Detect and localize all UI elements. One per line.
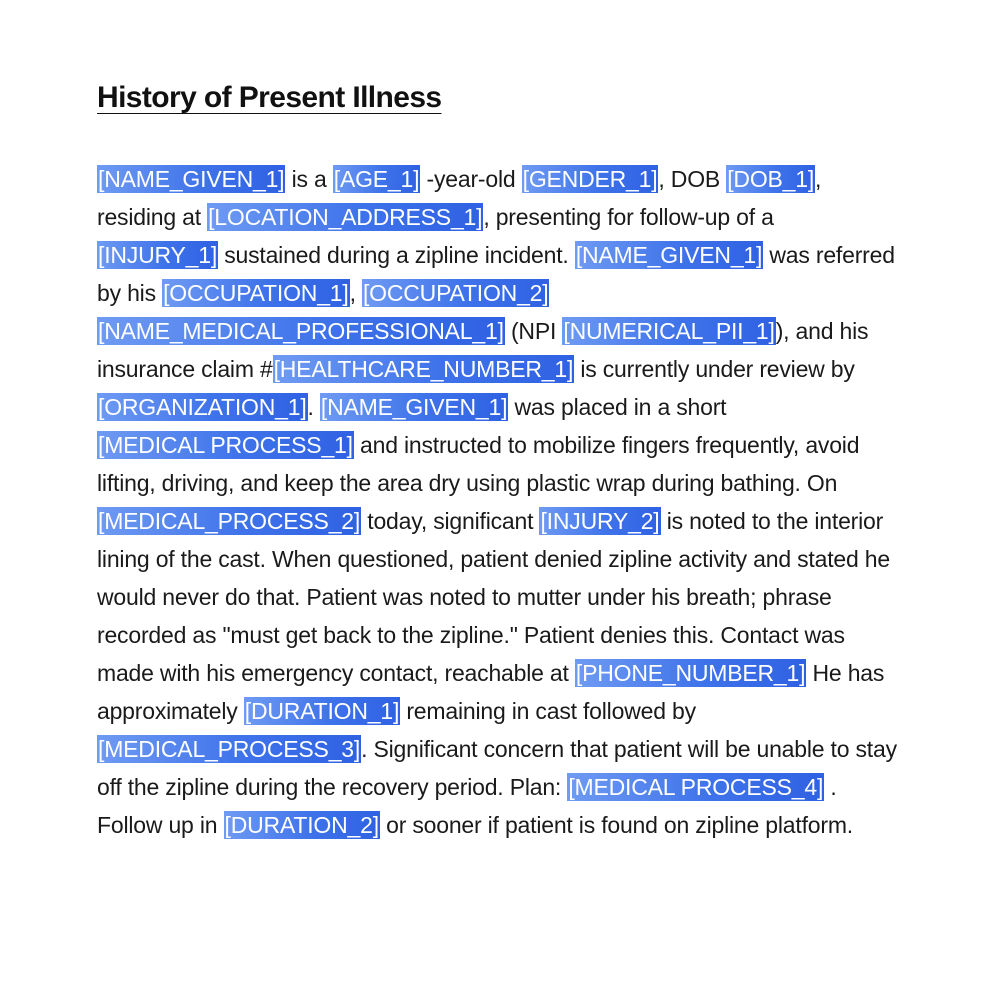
- redaction-tag: [MEDICAL_PROCESS_3]: [98, 736, 361, 762]
- redaction-tag: [OCCUPATION_1]: [163, 280, 349, 306]
- redaction-tag: [NUMERICAL_PII_1]: [563, 318, 775, 344]
- paragraph-text: , DOB: [658, 166, 727, 192]
- redaction-tag: [DURATION_2]: [224, 812, 379, 838]
- redaction-tag: [OCCUPATION_2]: [362, 280, 549, 306]
- paragraph-text: He has approximately: [97, 660, 885, 724]
- redaction-tag: [NAME_GIVEN_1]: [98, 166, 285, 192]
- redaction-tag: [DOB_1]: [727, 166, 815, 192]
- paragraph-text: is noted to the interior lining of the cast. When questioned, patient denied zipline activity and stated he would never do that. Patient was noted to mutter under his breath; phrase recorded as "must get back to the zipline." Patient denies this. Contact was made with his emergency contact, reachable at: [97, 508, 890, 686]
- redaction-tag: [LOCATION_ADDRESS_1]: [208, 204, 483, 230]
- paragraph-text: ,: [349, 280, 362, 306]
- paragraph-text: , residing at: [97, 166, 822, 230]
- paragraph-text: today, significant: [361, 508, 540, 534]
- paragraph-text: was referred by his: [97, 242, 895, 306]
- redaction-tag: [DURATION_1]: [244, 698, 400, 724]
- redaction-tag: [MEDICAL PROCESS_4]: [568, 774, 824, 800]
- redaction-tag: [NAME_GIVEN_1]: [575, 242, 763, 268]
- page-title: History of Present Illness: [97, 81, 442, 114]
- paragraph-text: is a: [285, 166, 333, 192]
- paragraph-text: was placed in a short: [508, 394, 727, 420]
- redaction-tag: [MEDICAL PROCESS_1]: [98, 432, 353, 458]
- redaction-tag: [HEALTHCARE_NUMBER_1]: [273, 356, 574, 382]
- redaction-tag: [NAME_MEDICAL_PROFESSIONAL_1]: [98, 318, 504, 344]
- redaction-tag: [MEDICAL_PROCESS_2]: [98, 508, 361, 534]
- hpi-paragraph: [97, 160, 897, 844]
- paragraph-text: , presenting for follow-up of a: [483, 204, 774, 230]
- paragraph-text: (NPI: [504, 318, 563, 344]
- redaction-tag: [ORGANIZATION_1]: [98, 394, 307, 420]
- paragraph-text: or sooner if patient is found on zipline platform.: [379, 812, 853, 838]
- paragraph-text: . Follow up in: [97, 774, 837, 838]
- paragraph-text: -year-old: [420, 166, 522, 192]
- paragraph-text: sustained during a zipline incident.: [218, 242, 575, 268]
- redaction-tag: [INJURY_2]: [540, 508, 660, 534]
- redaction-tag: [GENDER_1]: [522, 166, 658, 192]
- redaction-tag: [NAME_GIVEN_1]: [320, 394, 508, 420]
- paragraph-text: and instructed to mobilize fingers frequently, avoid lifting, driving, and keep the area dry using plastic wrap during bathing. On: [97, 432, 860, 496]
- paragraph-text: is currently under review by: [574, 356, 855, 382]
- paragraph-text: . Significant concern that patient will be unable to stay off the zipline during the recovery period. Plan:: [97, 736, 897, 800]
- paragraph-text: .: [307, 394, 320, 420]
- redaction-tag: [AGE_1]: [333, 166, 420, 192]
- redaction-tag: [PHONE_NUMBER_1]: [575, 660, 806, 686]
- document: [97, 78, 897, 844]
- redaction-tag: [INJURY_1]: [98, 242, 218, 268]
- paragraph-text: ), and his insurance claim #: [97, 318, 869, 382]
- paragraph-text: remaining in cast followed by: [400, 698, 696, 724]
